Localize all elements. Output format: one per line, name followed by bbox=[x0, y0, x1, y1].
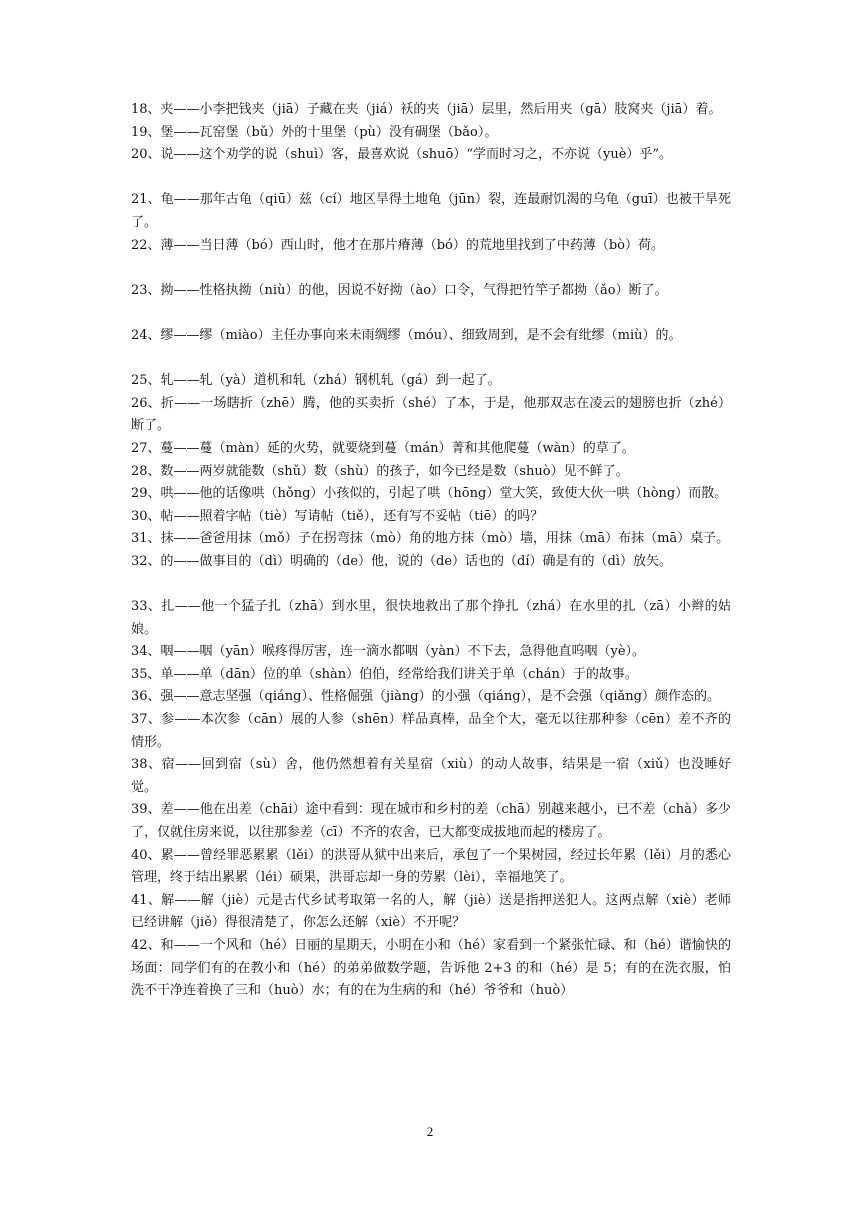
entry-paragraph: 41、解——解（jiè）元是古代乡试考取第一名的人，解（jiè）送是指押送犯人。这两点解（xiè）老师已经讲解（jiě）得很清楚了，你怎么还解（xiè）不开呢？ bbox=[131, 892, 731, 931]
entry-paragraph: 30、帖——照着字帖（tiè）写请帖（tiě），还有写不妥帖（tiē）的吗？ bbox=[131, 508, 544, 524]
entry-paragraph: 38、宿——回到宿（sù）舍，他仍然想着有关星宿（xiù）的动人故事，结果是一宿（xiǔ）也没睡好觉。 bbox=[131, 757, 731, 795]
entry-paragraph: 18、夹——小李把钱夹（jiā）子藏在夹（jiá）袄的夹（jiā）层里，然后用夹（gā）肢窝夹（jiā）着。 bbox=[131, 102, 722, 117]
entry-paragraph: 21、龟——那年古龟（qiū）兹（cí）地区旱得土地龟（jūn）裂，连最耐饥渴的乌龟（guī）也被干旱死了。 bbox=[131, 192, 731, 230]
entry-paragraph: 31、抹——爸爸用抹（mǒ）子在拐弯抹（mò）角的地方抹（mò）墙，用抹（mā）布抹（mā）桌子。 bbox=[131, 531, 730, 547]
entry-paragraph: 27、蔓——蔓（màn）延的火势，就要烧到蔓（mán）菁和其他爬蔓（wàn）的草了。 bbox=[131, 440, 635, 456]
entry-paragraph: 42、和——一个风和（hé）日丽的星期天，小明在小和（hé）家看到一个紧张忙碌、和（hé）谐愉快的场面：同学们有的在教小和（hé）的弟弟做数学题，告诉他 2+3 的和（hé）是 5；有的在洗衣服，怕洗不干净连着换了三和（huò）水；有的在为生病的和（hé）爷爷和（huò） bbox=[131, 937, 731, 999]
entry-paragraph: 23、拗——性格执拗（niù）的他，因说不好拗（ào）口令，气得把竹竿子都拗（ǎo）断了。 bbox=[131, 282, 668, 298]
entry-paragraph: 40、累——曾经罪恶累累（lěi）的洪哥从狱中出来后，承包了一个果树园，经过长年累（lěi）月的悉心管理，终于结出累累（léi）硕果，洪哥忘却一身的劳累（lèi），幸福地笑了。 bbox=[131, 847, 731, 886]
document-body bbox=[131, 99, 731, 1003]
entry-paragraph: 25、轧——轧（yà）道机和轧（zhá）钢机轧（gá）到一起了。 bbox=[131, 373, 501, 389]
entry-paragraph: 24、缪——缪（miào）主任办事向来未雨绸缪（móu）、细致周到，是不会有纰缪（miù）的。 bbox=[131, 327, 682, 343]
entry-paragraph: 35、单——单（dān）位的单（shàn）伯伯，经常给我们讲关于单（chán）于的故事。 bbox=[131, 666, 638, 682]
entry-paragraph: 20、说——这个劝学的说（shuì）客，最喜欢说（shuō）“学而时习之，不亦说（yuè）乎”。 bbox=[131, 147, 673, 163]
entry-paragraph: 26、折——一场瞎折（zhē）腾，他的买卖折（shé）了本，于是，他那双志在凌云的翅膀也折（zhé）断了。 bbox=[131, 395, 731, 434]
entry-paragraph: 29、哄——他的话像哄（hǒng）小孩似的，引起了哄（hōng）堂大笑，致使大伙一哄（hòng）而散。 bbox=[131, 486, 728, 502]
page-number: 2 bbox=[426, 1124, 434, 1139]
entry-paragraph: 37、参——本次参（cān）展的人参（shēn）样品真棒，品全个大，毫无以往那种参（cēn）差不齐的情形。 bbox=[131, 712, 731, 750]
entry-paragraph: 22、薄——当日薄（bó）西山时，他才在那片瘠薄（bó）的荒地里找到了中药薄（bò）荷。 bbox=[131, 237, 664, 253]
entry-paragraph: 39、差——他在出差（chāi）途中看到：现在城市和乡村的差（chā）别越来越小，已不差（chà）多少了，仅就住房来说，以往那参差（cī）不齐的农舍，已大都变成拔地而起的楼房了。 bbox=[131, 802, 731, 840]
entry-paragraph: 36、强——意志坚强（qiáng）、性格倔强（jiàng）的小强（qiáng），是不会强（qiǎng）颜作态的。 bbox=[131, 689, 720, 705]
entry-paragraph: 33、扎——他一个猛子扎（zhā）到水里，很快地救出了那个挣扎（zhá）在水里的扎（zā）小辫的姑娘。 bbox=[131, 599, 731, 637]
entry-paragraph: 19、堡——瓦窑堡（bǔ）外的十里堡（pù）没有碉堡（bǎo）。 bbox=[131, 124, 498, 140]
entry-paragraph: 28、数——两岁就能数（shǔ）数（shù）的孩子，如今已经是数（shuò）见不鲜了。 bbox=[131, 463, 629, 479]
entry-paragraph: 32、的——做事目的（dì）明确的（de）他，说的（de）话也的（dí）确是有的（dì）放矢。 bbox=[131, 553, 673, 569]
entry-paragraph: 34、咽——咽（yān）喉疼得厉害，连一滴水都咽（yàn）不下去，急得他直呜咽（yè）。 bbox=[131, 644, 646, 660]
